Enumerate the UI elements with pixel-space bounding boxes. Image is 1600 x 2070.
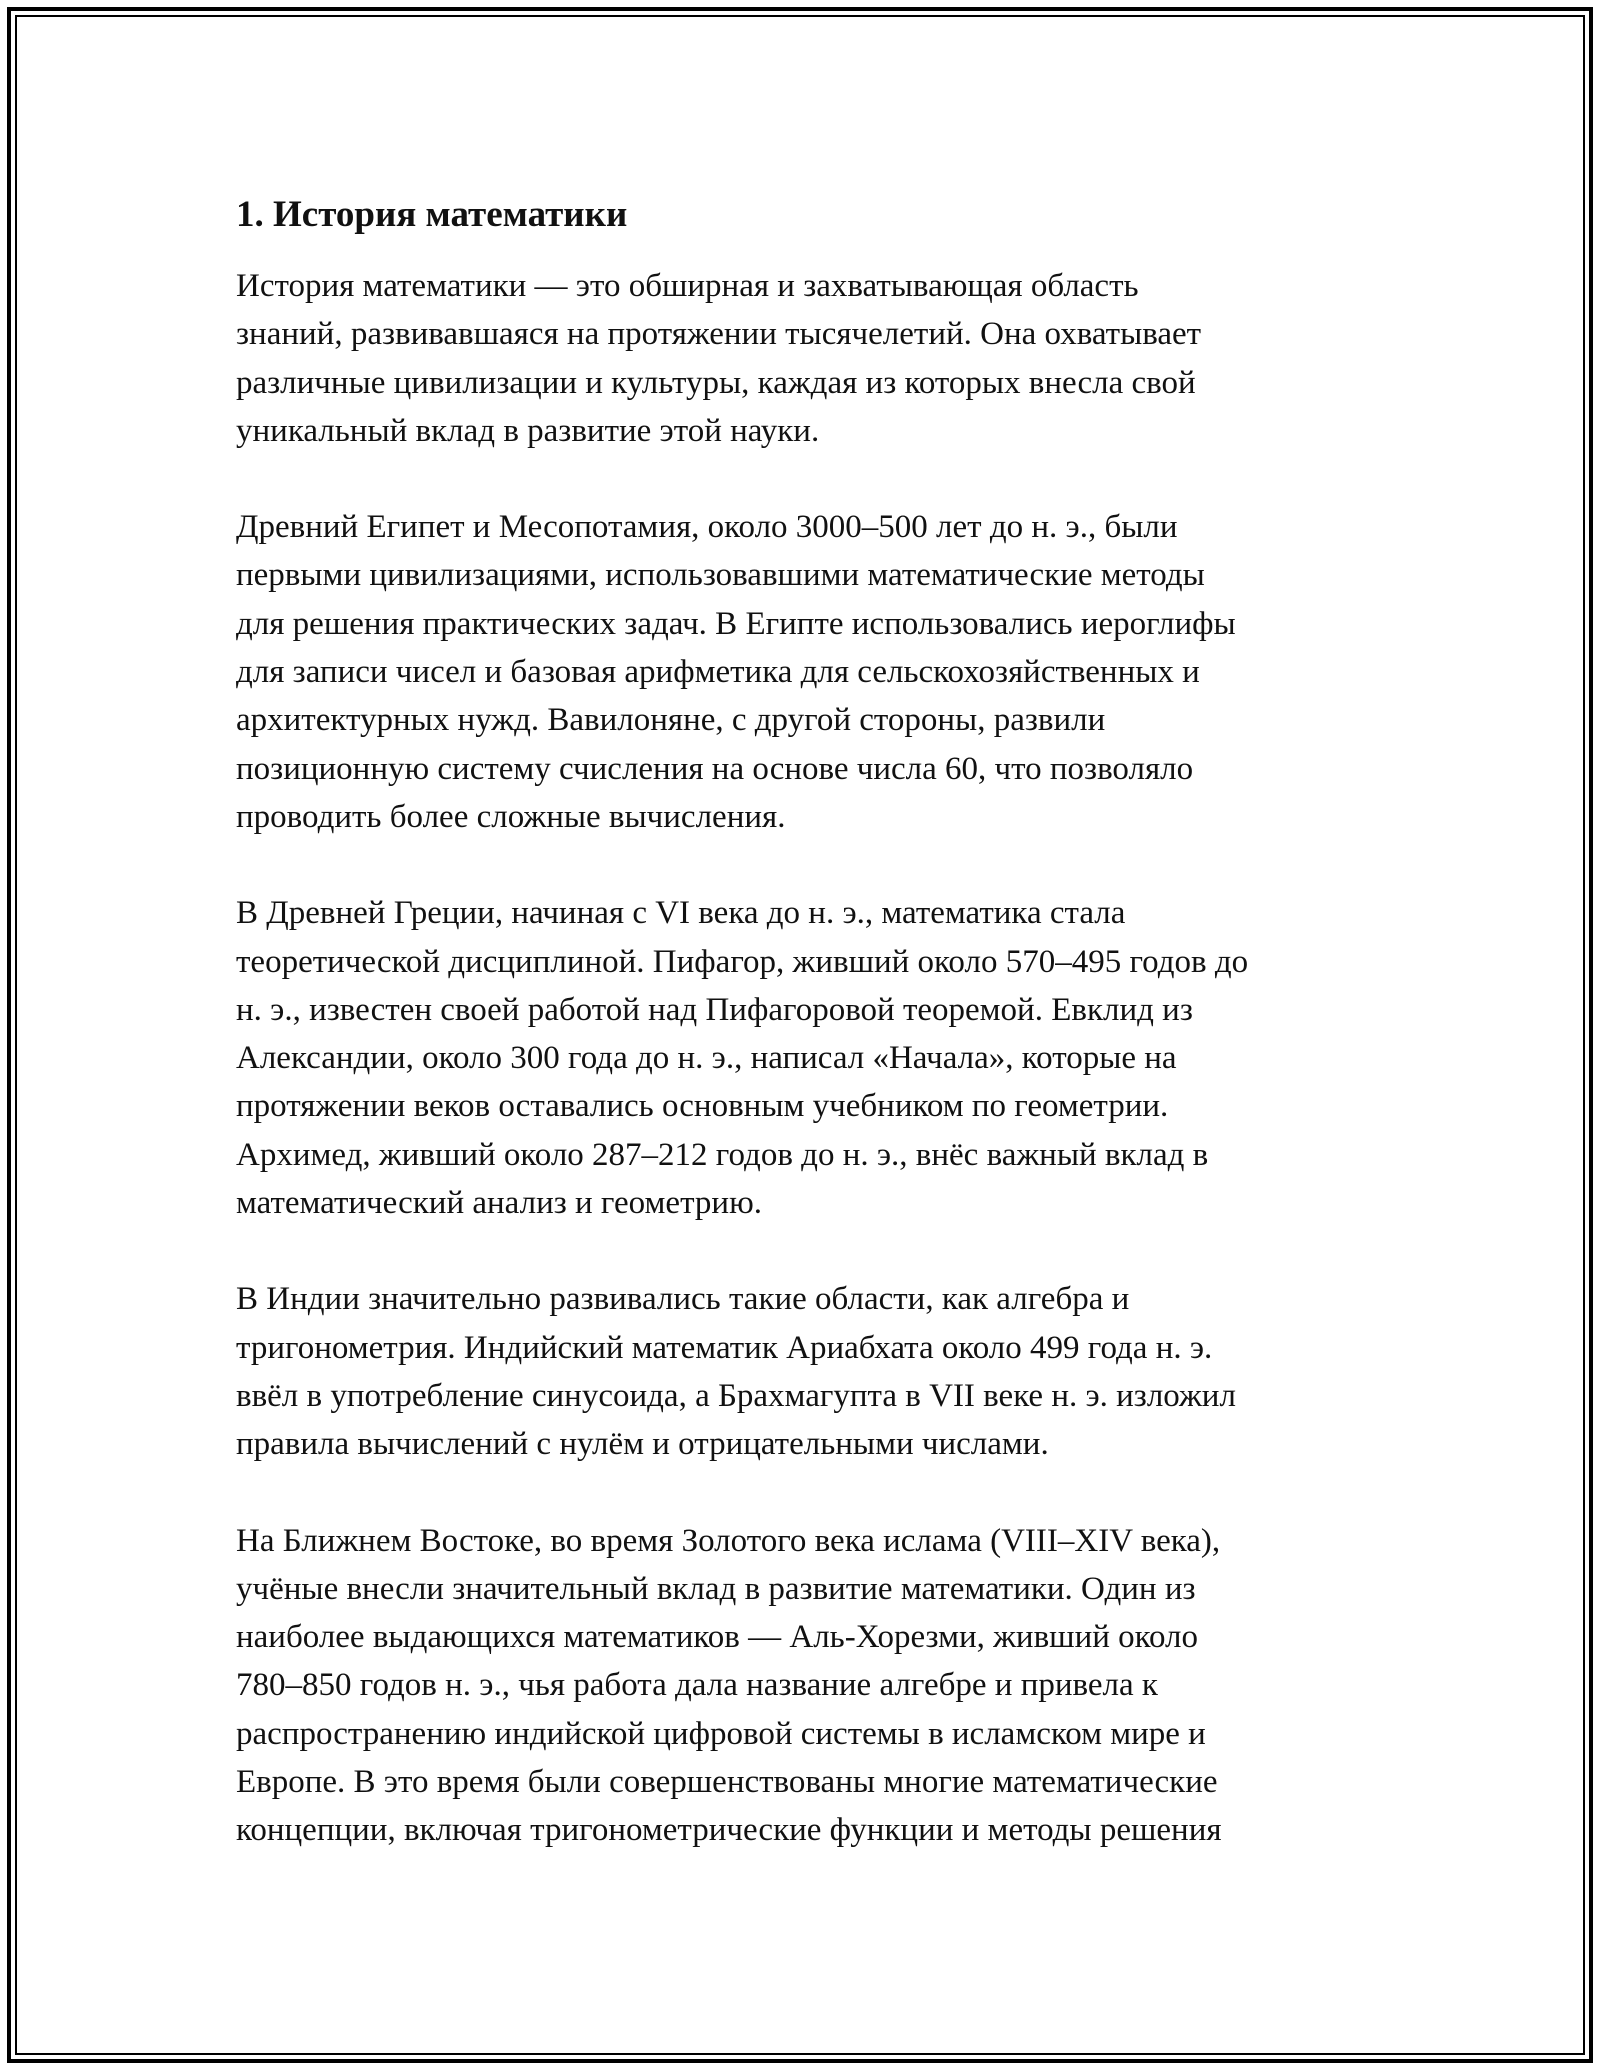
paragraph-intro: [236, 262, 1376, 455]
text-line: архитектурных нужд. Вавилоняне, с другой стороны, развили: [236, 702, 1106, 739]
text-line: Древний Египет и Месопотамия, около 3000–500 лет до н. э., были: [236, 509, 1178, 546]
text-line: наиболее выдающихся математиков — Аль-Хорезми, живший около: [236, 1619, 1199, 1656]
text-line: знаний, развивавшаяся на протяжении тысячелетий. Она охватывает: [236, 316, 1202, 353]
text-line: уникальный вклад в развитие этой науки.: [236, 412, 820, 449]
text-line: В Древней Греции, начиная с VI века до н. э., математика стала: [236, 895, 1126, 932]
text-line: первыми цивилизациями, использовавшими математические методы: [236, 557, 1205, 594]
text-line: 780–850 годов н. э., чья работа дала название алгебре и привела к: [236, 1667, 1158, 1704]
text-line: учёные внесли значительный вклад в развитие математики. Один из: [236, 1570, 1196, 1607]
paragraph-india: [236, 1275, 1376, 1468]
text-line: концепции, включая тригонометрические функции и методы решения: [236, 1812, 1222, 1849]
text-line: распространению индийской цифровой системы в исламском мире и: [236, 1715, 1206, 1752]
text-line: правила вычислений с нулём и отрицательными числами.: [236, 1426, 1049, 1463]
paragraph-egypt-mesopotamia: [236, 503, 1376, 841]
text-line: Александии, около 300 года до н. э., написал «Начала», которые на: [236, 1040, 1177, 1077]
text-line: История математики — это обширная и захватывающая область: [236, 268, 1139, 304]
paragraph-greece: [236, 889, 1376, 1227]
text-line: проводить более сложные вычисления.: [236, 798, 786, 835]
text-line: протяжении веков оставались основным учебником по геометрии.: [236, 1088, 1169, 1125]
text-line: На Ближнем Востоке, во время Золотого века ислама (VIII–XIV века),: [236, 1522, 1221, 1559]
text-line: теоретической дисциплиной. Пифагор, живший около 570–495 годов до: [236, 943, 1249, 980]
text-line: тригонометрия. Индийский математик Ариабхата около 499 года н. э.: [236, 1329, 1213, 1366]
text-line: ввёл в употребление синусоида, а Брахмагупта в VII веке н. э. изложил: [236, 1377, 1236, 1414]
text-line: Европе. В это время были совершенствованы многие математические: [236, 1764, 1218, 1801]
text-line: различные цивилизации и культуры, каждая из которых внесла свой: [236, 364, 1196, 401]
section-title: 1. История математики: [236, 194, 628, 235]
document-body: [236, 188, 1376, 1903]
text-line: позиционную систему счисления на основе числа 60, что позволяло: [236, 750, 1194, 787]
text-line: для записи чисел и базовая арифметика для сельскохозяйственных и: [236, 654, 1200, 691]
text-line: Архимед, живший около 287–212 годов до н. э., внёс важный вклад в: [236, 1136, 1209, 1173]
text-line: математический анализ и геометрию.: [236, 1185, 762, 1222]
paragraph-middle-east: [236, 1517, 1376, 1855]
text-line: В Индии значительно развивались такие области, как алгебра и: [236, 1281, 1130, 1318]
text-line: для решения практических задач. В Египте использовались иероглифы: [236, 605, 1236, 642]
text-line: н. э., известен своей работой над Пифагоровой теоремой. Евклид из: [236, 991, 1193, 1028]
